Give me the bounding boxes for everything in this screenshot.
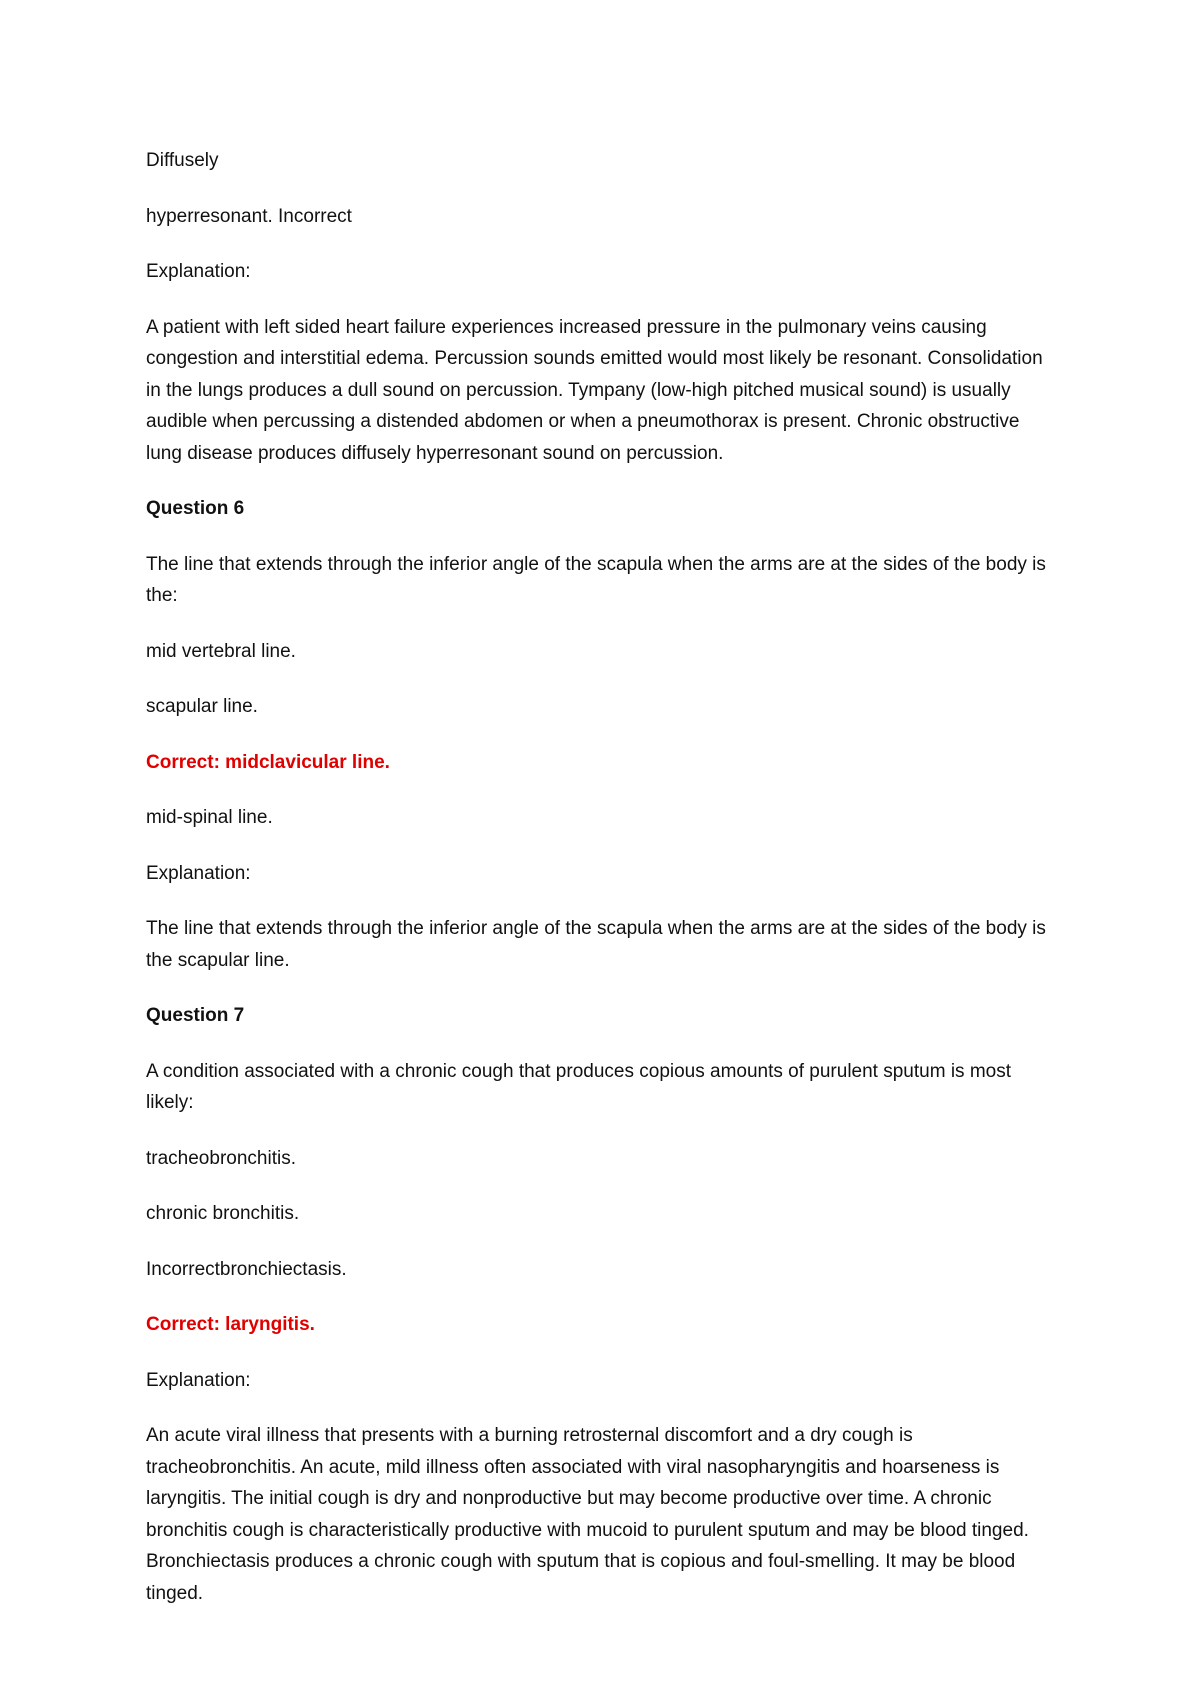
answer-option-incorrect: hyperresonant. Incorrect — [146, 205, 352, 227]
answer-option: mid vertebral line. — [146, 640, 296, 662]
answer-option: chronic bronchitis. — [146, 1203, 300, 1224]
explanation-label: Explanation: — [146, 1369, 251, 1391]
question-text: The line that extends through the inferior angle of the scapula when the arms are at the sides of the body is the: — [146, 553, 1046, 606]
answer-option: scapular line. — [146, 696, 258, 717]
explanation-label: Explanation: — [146, 862, 251, 884]
answer-option-fragment: Diffusely — [146, 150, 219, 171]
answer-option-incorrect: Incorrectbronchiectasis. — [146, 1258, 347, 1280]
question-text: A condition associated with a chronic cough that produces copious amounts of purulent sputum is most likely: — [146, 1060, 1011, 1113]
question-heading: Question 7 — [146, 1005, 245, 1026]
page-content — [146, 145, 1056, 1633]
answer-option-correct: Correct: laryngitis. — [146, 1314, 315, 1335]
explanation-text: An acute viral illness that presents with a burning retrosternal discomfort and a dry cough is tracheobronchitis. An acute, mild illness often associated with viral nasopharyngitis and hoarseness is laryngitis. The initial cough is dry and nonproductive but may become productive over time. A chronic bronchitis cough is characteristically productive with mucoid to purulent sputum and may be blood tinged. Bronchiectasis produces a chronic cough with sputum that is copious and foul-smelling. It may be blood tinged. — [146, 1425, 1029, 1604]
answer-option-correct: Correct: midclavicular line. — [146, 751, 390, 773]
explanation-label: Explanation: — [146, 261, 251, 282]
answer-option: tracheobronchitis. — [146, 1147, 296, 1169]
explanation-text: A patient with left sided heart failure experiences increased pressure in the pulmonary veins causing congestion and interstitial edema. Percussion sounds emitted would most likely be resonant. Consolidation in the lungs produces a dull sound on percussion. Tympany (low-high pitched musical sound) is usually audible when percussing a distended abdomen or when a pneumothorax is present. Chronic obstructive lung disease produces diffusely hyperresonant sound on percussion. — [146, 316, 1043, 464]
explanation-text: The line that extends through the inferior angle of the scapula when the arms are at the sides of the body is the scapular line. — [146, 918, 1046, 971]
answer-option: mid-spinal line. — [146, 807, 273, 828]
question-heading: Question 6 — [146, 498, 245, 519]
